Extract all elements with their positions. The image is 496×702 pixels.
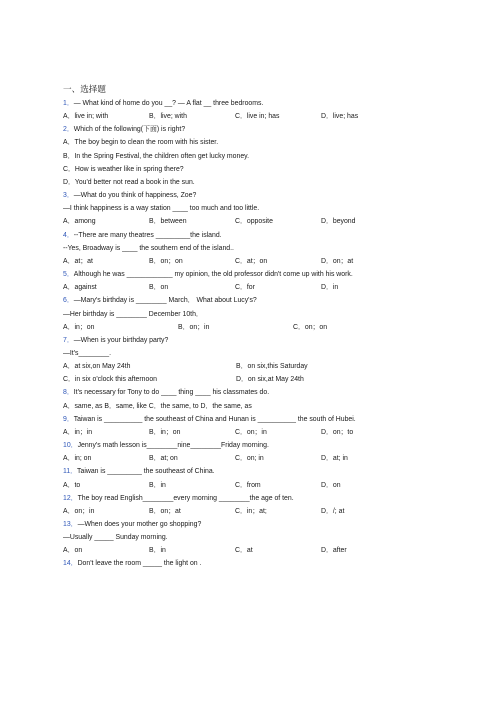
question-text: It's necessary for Tony to do ____ thing ____ his classmates do. (73, 389, 270, 397)
question-line (63, 557, 463, 570)
option: A．live in; with (63, 113, 109, 121)
option: A．to (63, 481, 81, 489)
option: A．in；on (63, 323, 95, 331)
option: A．on (63, 547, 83, 555)
question-text: The boy read English________every morning ________the age of ten. (77, 494, 294, 502)
section-title: 一、选择题 (63, 84, 106, 94)
options-row (63, 544, 463, 557)
question-number: 14． (63, 560, 78, 568)
options-row (63, 360, 463, 373)
question-line (63, 229, 463, 242)
question-text: Jenny's math lesson is________nine________Friday morning. (77, 442, 269, 450)
option: D．live; has (321, 113, 359, 121)
options-row (63, 373, 463, 386)
text-line: --Yes, Broadway is ____ the southern end of the island.. (63, 244, 234, 252)
question-line (63, 268, 463, 281)
option: C．in six o'clock this afternoon (63, 376, 157, 384)
question-line (63, 294, 463, 307)
question-number: 9． (63, 415, 74, 423)
options-row (63, 426, 463, 439)
text-line: A．The boy begin to clean the room with his sister. (63, 139, 219, 147)
options-row (63, 255, 463, 268)
question-text: —When does your mother go shopping? (77, 521, 202, 528)
question-text: --There are many theatres _________the island. (73, 231, 222, 239)
question-list (63, 82, 463, 571)
text-line: B．In the Spring Festival, the children often get lucky money. (63, 152, 250, 160)
question-line (63, 492, 463, 505)
option: C．in；at; (235, 507, 267, 515)
question-line (63, 465, 463, 478)
text-line: C．How is weather like in spring there? (63, 165, 184, 173)
option: B．on；in (178, 323, 210, 331)
question-text: Don't leave the room _____ the light on . (77, 560, 202, 568)
option: A．on；in (63, 507, 95, 515)
option: A．at six,on May 24th (63, 363, 131, 371)
option: D．on；to (321, 428, 354, 436)
option: C．on; in (235, 455, 264, 463)
question-number: 8． (63, 389, 74, 397)
question-number: 6． (63, 297, 74, 305)
question-number: 3． (63, 192, 74, 200)
option: C．at (235, 547, 253, 555)
option: A．in; on (63, 455, 92, 463)
question-number: 10． (63, 442, 78, 450)
option: B．live; with (149, 113, 187, 121)
question-number: 1． (63, 100, 74, 107)
options-row (63, 452, 463, 465)
question-text: Which of the following(下面) is right? (73, 126, 186, 134)
question-line (63, 439, 463, 452)
options-row (63, 505, 463, 518)
question-text: — What kind of home do you __? — A flat __ three bedrooms. (73, 100, 264, 107)
option: B．between (149, 218, 187, 226)
option: D．after (321, 547, 347, 555)
question-number: 5． (63, 271, 74, 279)
option: C．for (235, 284, 255, 292)
option: B．at; on (149, 455, 178, 463)
option: C．at；on (235, 257, 268, 265)
question-text: —Mary's birthday is ________ March． What about Lucy's? (73, 297, 257, 305)
text-line: A．same, as B．same, like C．the same, to D．the same, as (63, 402, 252, 410)
text-line: —It's________. (63, 349, 112, 357)
option: C．on；on (293, 323, 328, 331)
option: C．opposite (235, 218, 273, 226)
option: D．on (321, 481, 341, 489)
options-row (63, 110, 463, 123)
option: D．at; in (321, 455, 348, 463)
option: C．on；in (235, 428, 267, 436)
question-number: 4． (63, 231, 74, 239)
question-line (63, 123, 463, 136)
option: B．on；at (149, 507, 181, 515)
options-row (63, 215, 463, 228)
question-number: 2． (63, 126, 74, 134)
option: B．on six,this Saturday (236, 363, 308, 371)
option: A．in；in (63, 428, 93, 436)
question-text: Although he was ____________ my opinion, the old professor didn't come up with his work. (73, 271, 353, 279)
option: A．among (63, 218, 96, 226)
question-line (63, 413, 463, 426)
question-number: 11． (63, 468, 78, 476)
text-line: D．You'd better not read a book in the sun. (63, 178, 195, 186)
question-number: 13． (63, 521, 78, 528)
question-line (63, 97, 463, 110)
option: A．against (63, 284, 97, 292)
option: B．in (149, 547, 166, 555)
text-line: —I think happiness is a way station ____ too much and too little. (63, 205, 260, 213)
option: B．on；on (149, 257, 183, 265)
option: C．from (235, 481, 261, 489)
question-number: 12． (63, 494, 78, 502)
question-line (63, 334, 463, 347)
question-number: 7． (63, 336, 74, 344)
option: B．in；on (149, 428, 181, 436)
option: D．in (321, 284, 339, 292)
options-row (63, 479, 463, 492)
question-line (63, 386, 463, 399)
option: B．in (149, 481, 166, 489)
option: C．live in; has (235, 113, 280, 121)
question-line (63, 518, 463, 531)
question-text: Taiwan is _________ the southeast of China. (77, 468, 215, 476)
option: D．beyond (321, 218, 356, 226)
option: B．on (149, 284, 169, 292)
option: D．/; at (321, 507, 345, 515)
text-line: —Her birthday is ________ December 10th． (63, 310, 203, 318)
question-text: —What do you think of happiness, Zoe? (73, 192, 197, 200)
question-line (63, 189, 463, 202)
text-line: —Usually _____ Sunday morning. (63, 534, 168, 542)
option: D．on six,at May 24th (236, 376, 304, 384)
option: D．on；at (321, 257, 354, 265)
option: A．at；at (63, 257, 93, 265)
question-text: Taiwan is __________ the southeast of China and Hunan is __________ the south of Hubei. (73, 415, 356, 423)
options-row (63, 321, 463, 334)
question-text: —When is your birthday party? (73, 336, 169, 344)
options-row (63, 281, 463, 294)
